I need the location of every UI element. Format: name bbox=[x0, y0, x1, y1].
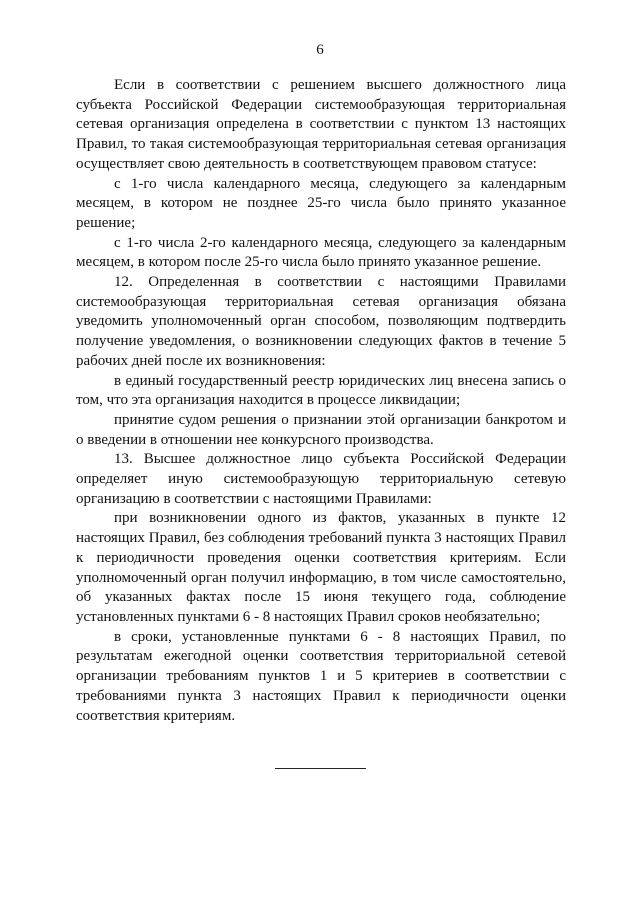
page-number: 6 bbox=[316, 42, 324, 58]
paragraph-bankruptcy: принятие судом решения о признании этой организации банкротом и о введении в отношении нее конкурсного производства. bbox=[76, 411, 566, 448]
paragraph-clause-13: 13. Высшее должностное лицо субъекта Российской Федерации определяет иную системообразующую территориальную сетевую организацию в соответствии с настоящими Правилами: bbox=[76, 451, 566, 507]
paragraph-after-25th: с 1-го числа 2-го календарного месяца, следующего за календарным месяцем, в котором после 25-го числа было принято указанное решение. bbox=[76, 234, 566, 271]
end-of-text-rule bbox=[275, 768, 366, 769]
paragraph-facts-occurrence: при возникновении одного из фактов, указанных в пункте 12 настоящих Правил, без соблюдения требований пункта 3 настоящих Правил к периодичности проведения оценки соответствия критериям. Если уполномоченный орган получил информацию, в том числе самостоятельно, об указанных фактах после 15 июня текущего года, соблюдение установленных пунктами 6 - 8 настоящих Правил сроков необязательно; bbox=[76, 510, 566, 625]
paragraph-annual-assessment: в сроки, установленные пунктами 6 - 8 настоящих Правил, по результатам ежегодной оценки соответствия территориальной сетевой организации требованиям пунктов 1 и 5 критериев в соответствии с требованиями пункта 3 настоящих Правил к периодичности оценки соответствия критериям. bbox=[76, 628, 566, 724]
paragraph-legal-status: Если в соответствии с решением высшего должностного лица субъекта Российской Федерации системообразующая территориальная сетевая организация определена в соответствии с пунктом 13 настоящих Правил, то такая системообразующая территориальная сетевая организация осуществляет свою деятельность в соответствующем правовом статусе: bbox=[76, 77, 566, 172]
paragraph-before-25th: с 1-го числа календарного месяца, следующего за календарным месяцем, в котором не позднее 25-го числа было принято указанное решение; bbox=[76, 175, 566, 231]
paragraph-clause-12: 12. Определенная в соответствии с настоящими Правилами системообразующая территориальная сетевая организация обязана уведомить уполномоченный орган способом, позволяющим подтвердить получение уведомления, о возникновении следующих фактов в течение 5 рабочих дней после их возникновения: bbox=[76, 274, 566, 369]
document-body bbox=[76, 76, 566, 726]
paragraph-liquidation: в единый государственный реестр юридических лиц внесена запись о том, что эта организация находится в процессе ликвидации; bbox=[76, 372, 566, 409]
